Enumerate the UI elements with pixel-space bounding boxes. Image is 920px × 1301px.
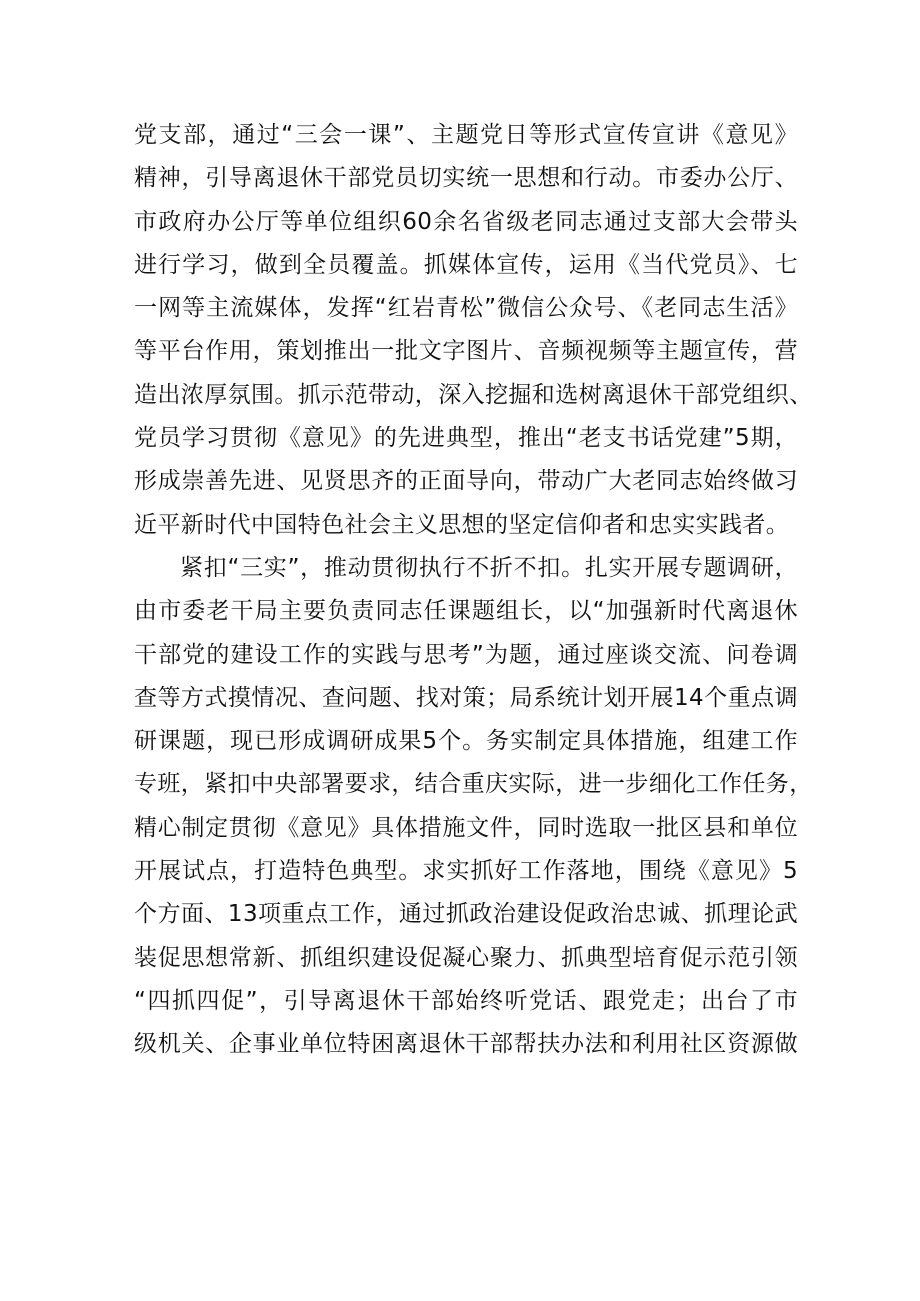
text-line: 专班，紧扣中央部署要求，结合重庆实际，进一步细化工作任务， bbox=[134, 771, 813, 798]
text-line: 开展试点，打造特色典型。求实抓好工作落地，围绕《意见》5 bbox=[134, 858, 798, 885]
text-line: 等平台作用，策划推出一批文字图片、音频视频等主题宣传，营 bbox=[134, 338, 798, 365]
text-line: 级机关、企事业单位特困离退休干部帮扶办法和利用社区资源做 bbox=[134, 1031, 798, 1058]
body-text bbox=[134, 114, 813, 1067]
text-line: 党支部，通过“三会一课”、主题党日等形式宣传宣讲《意见》 bbox=[134, 122, 798, 148]
text-line: “四抓四促”，引导离退休干部始终听党话、跟党走；出台了市 bbox=[134, 987, 798, 1014]
text-line: 干部党的建设工作的实践与思考”为题，通过座谈交流、问卷调 bbox=[134, 641, 798, 668]
text-line: 形成崇善先进、见贤思齐的正面导向，带动广大老同志始终做习 bbox=[134, 468, 798, 495]
text-line: 一网等主流媒体，发挥“红岩青松”微信公众号、《老同志生活》 bbox=[134, 295, 798, 322]
text-line: 进行学习，做到全员覆盖。抓媒体宣传，运用《当代党员》、七 bbox=[134, 251, 798, 278]
paragraph-first-line: 紧扣“三实”，推动贯彻执行不折不扣。扎实开展专题调研， bbox=[180, 554, 798, 581]
text-line: 查等方式摸情况、查问题、找对策；局系统计划开展14个重点调 bbox=[134, 684, 798, 711]
text-line: 由市委老干局主要负责同志任课题组长，以“加强新时代离退休 bbox=[134, 598, 798, 625]
text-line: 近平新时代中国特色社会主义思想的坚定信仰者和忠实实践者。 bbox=[134, 511, 790, 538]
text-line: 党员学习贯彻《意见》的先进典型，推出“老支书话党建”5期， bbox=[134, 425, 798, 452]
text-line: 造出浓厚氛围。抓示范带动，深入挖掘和选树离退休干部党组织、 bbox=[134, 381, 813, 408]
text-line: 研课题，现已形成调研成果5个。务实制定具体措施，组建工作 bbox=[134, 728, 798, 755]
text-line: 精心制定贯彻《意见》具体措施文件，同时选取一批区县和单位 bbox=[134, 814, 798, 841]
text-line: 个方面、13项重点工作，通过抓政治建设促政治忠诚、抓理论武 bbox=[134, 901, 798, 928]
text-line: 精神，引导离退休干部党员切实统一思想和行动。市委办公厅、 bbox=[134, 165, 798, 192]
text-line: 市政府办公厅等单位组织60余名省级老同志通过支部大会带头 bbox=[134, 208, 798, 235]
text-line: 装促思想常新、抓组织建设促凝心聚力、抓典型培育促示范引领 bbox=[134, 944, 798, 971]
